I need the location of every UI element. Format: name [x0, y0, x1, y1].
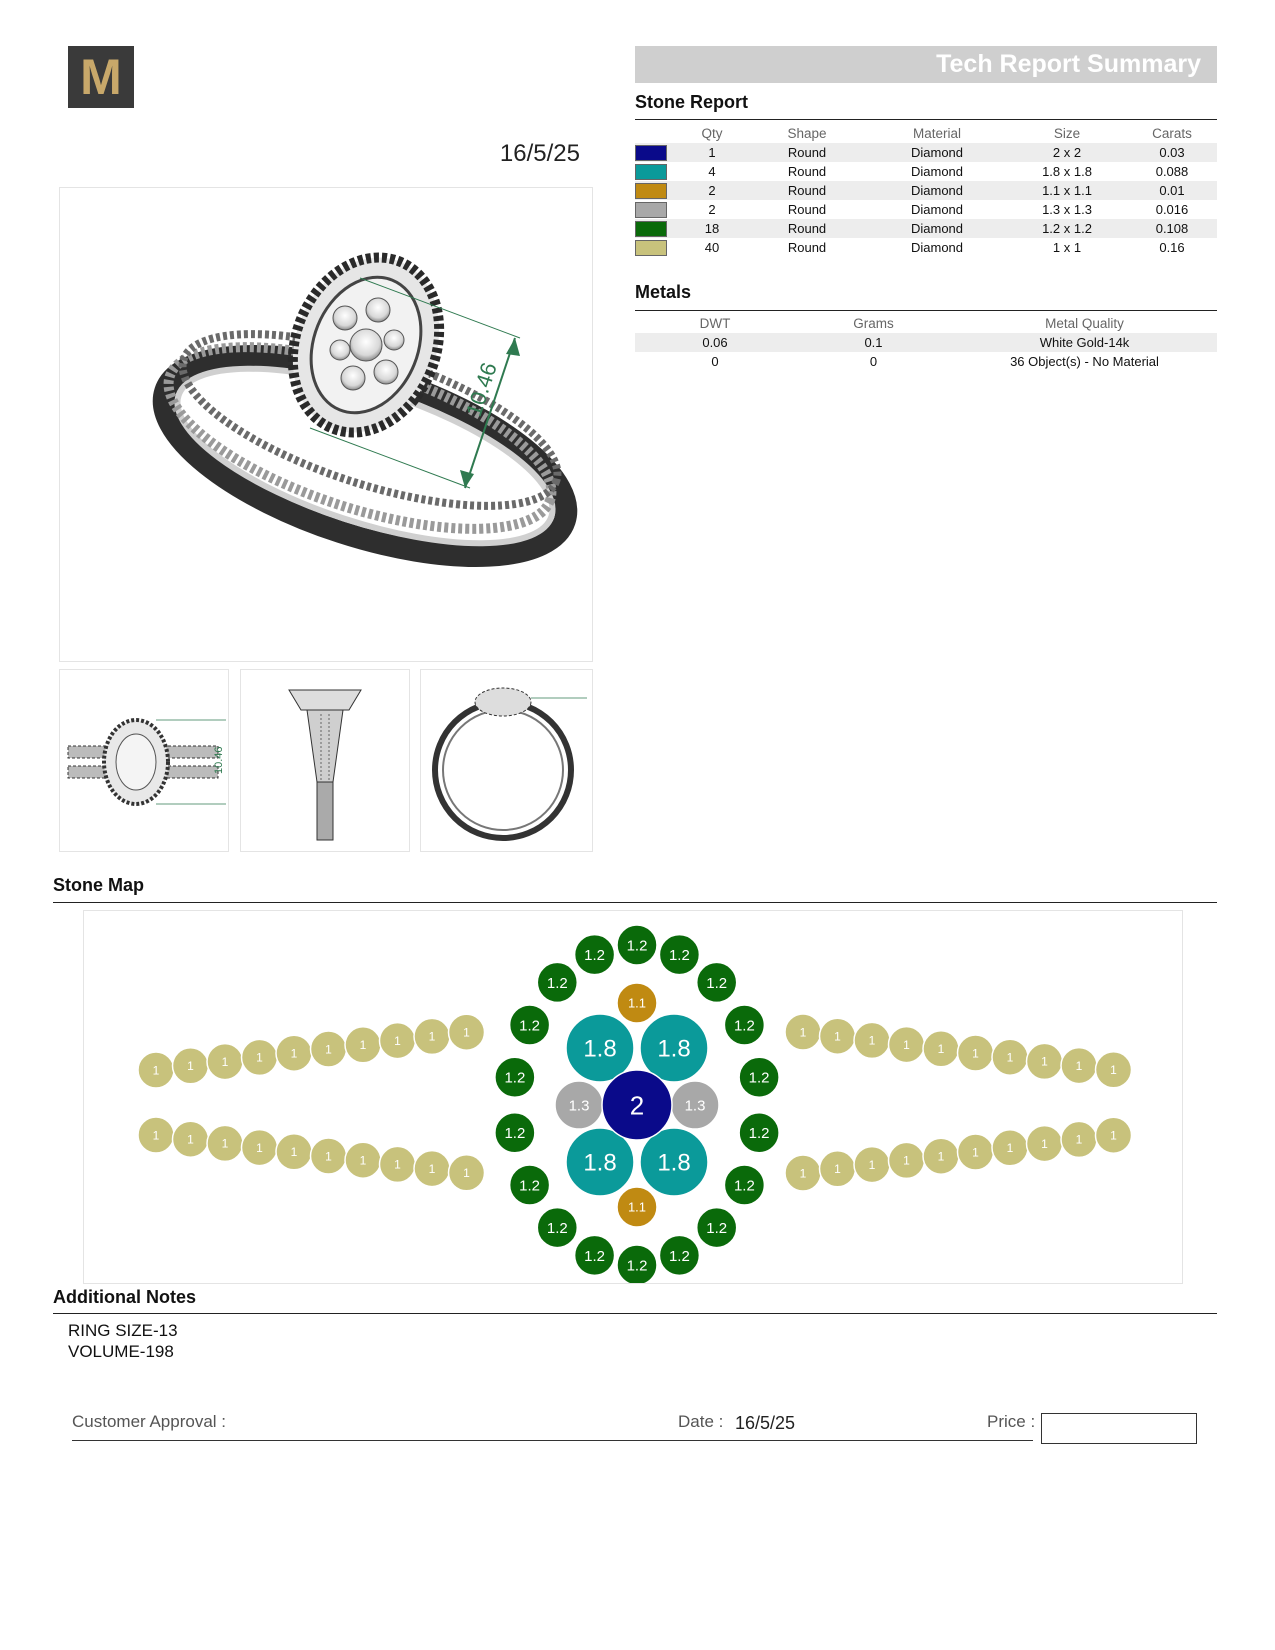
stone-band	[854, 1022, 890, 1058]
stone-side	[671, 1081, 719, 1129]
notes-body	[68, 1320, 178, 1362]
svg-text:1.8: 1.8	[583, 1035, 617, 1063]
metal-dwt-cell: 0.06	[635, 333, 795, 352]
stone-size-cell: 1.2 x 1.2	[1007, 219, 1127, 238]
stone-halo	[739, 1113, 779, 1153]
svg-text:1: 1	[221, 1054, 229, 1069]
stone-shape-cell: Round	[787, 164, 827, 179]
stone-qty-cell: 2	[708, 202, 716, 217]
svg-text:1: 1	[359, 1153, 367, 1168]
stone-shape-cell: Round	[747, 181, 867, 200]
stone-row	[635, 200, 1217, 219]
stone-band	[449, 1014, 485, 1050]
metal-row	[635, 352, 1217, 371]
svg-text:1: 1	[394, 1033, 401, 1048]
col-dwt: DWT	[699, 315, 731, 331]
stone-carats-cell: 0.108	[1127, 219, 1217, 238]
svg-text:1: 1	[221, 1136, 229, 1151]
metal-grams-cell: 0	[869, 354, 878, 369]
svg-text:1.2: 1.2	[546, 1219, 568, 1237]
stone-band	[785, 1155, 821, 1191]
svg-text:1: 1	[359, 1038, 367, 1053]
stone-size-cell: 2 x 2	[1007, 143, 1127, 162]
stone-color-swatch	[635, 183, 667, 199]
col-metal-quality: Metal Quality	[1045, 315, 1124, 331]
svg-text:1: 1	[937, 1149, 945, 1164]
svg-text:1: 1	[256, 1140, 263, 1155]
svg-text:1.2: 1.2	[584, 1247, 606, 1265]
dimension-label: 10.46	[460, 359, 502, 420]
svg-text:1: 1	[799, 1025, 807, 1040]
ring-render-main	[59, 187, 593, 662]
thumb-front-view	[420, 669, 593, 852]
stone-band	[242, 1130, 278, 1166]
svg-text:1: 1	[868, 1157, 876, 1172]
stone-halo	[510, 1165, 550, 1205]
stone-size-cell: 1.3 x 1.3	[1042, 202, 1092, 217]
stone-halo	[724, 1005, 764, 1045]
stone-map-title: Stone Map	[53, 875, 145, 895]
svg-text:1.2: 1.2	[733, 1177, 755, 1195]
stone-band	[820, 1018, 856, 1054]
stone-color-swatch-cell	[635, 181, 677, 200]
svg-text:1.8: 1.8	[583, 1149, 617, 1177]
metals-header-row	[635, 313, 1217, 333]
col-shape: Shape	[787, 125, 827, 141]
stone-size-cell: 1 x 1	[1052, 240, 1082, 255]
svg-text:1: 1	[799, 1166, 807, 1181]
stone-shape-cell: Round	[747, 219, 867, 238]
metal-dwt-cell: 0	[711, 354, 719, 369]
svg-text:1: 1	[1006, 1050, 1014, 1065]
customer-approval-label: Customer Approval :	[72, 1412, 227, 1431]
stone-halo	[724, 1165, 764, 1205]
stone-color-swatch	[635, 221, 667, 237]
stone-halo	[739, 1057, 779, 1097]
stone-qty-cell: 18	[677, 219, 747, 238]
svg-text:1: 1	[463, 1025, 470, 1040]
svg-text:1: 1	[394, 1157, 401, 1172]
stone-band	[380, 1146, 416, 1182]
stone-band	[138, 1052, 174, 1088]
stone-map-rule	[53, 902, 1217, 903]
svg-text:1: 1	[428, 1161, 436, 1176]
stone-color-swatch	[635, 164, 667, 180]
stone-band	[992, 1130, 1028, 1166]
ring-side-view-image	[241, 670, 409, 851]
stone-report-table	[635, 123, 1217, 257]
stone-band	[923, 1138, 959, 1174]
metal-row	[635, 333, 1217, 352]
stone-band	[242, 1039, 278, 1075]
stone-band	[173, 1121, 209, 1157]
stone-band	[820, 1151, 856, 1187]
stone-material-cell: Diamond	[910, 164, 964, 179]
ring-front-view-image	[421, 670, 592, 851]
stone-material-cell: Diamond	[910, 202, 964, 217]
stone-row	[635, 219, 1217, 238]
svg-text:1: 1	[903, 1037, 910, 1052]
svg-text:1.2: 1.2	[519, 1017, 541, 1035]
thumb-dimension-label: 10.46	[213, 746, 225, 774]
stone-halo	[617, 1245, 657, 1283]
svg-text:1.2: 1.2	[504, 1125, 526, 1143]
stone-color-swatch-cell	[635, 238, 677, 257]
svg-text:1.2: 1.2	[626, 1257, 648, 1275]
stone-band	[889, 1142, 925, 1178]
notes-rule	[53, 1313, 1217, 1314]
svg-text:1: 1	[325, 1149, 332, 1164]
col-size: Size	[1053, 125, 1081, 141]
svg-text:1.8: 1.8	[657, 1149, 691, 1177]
stone-size-cell: 1.8 x 1.8	[1042, 164, 1092, 179]
svg-text:1.3: 1.3	[568, 1097, 590, 1115]
stone-halo	[697, 1208, 737, 1248]
stone-halo	[617, 925, 657, 965]
stone-material-cell: Diamond	[867, 181, 1007, 200]
stone-halo	[697, 962, 737, 1002]
note-line: RING SIZE-13	[68, 1321, 178, 1340]
svg-text:2: 2	[629, 1090, 645, 1121]
svg-text:1.2: 1.2	[668, 1247, 690, 1265]
stone-side	[555, 1081, 603, 1129]
approval-date-label: Date :	[678, 1412, 724, 1431]
stone-band	[345, 1027, 381, 1063]
price-label: Price :	[987, 1412, 1036, 1431]
m-monogram-logo: M	[80, 49, 122, 105]
svg-text:1.2: 1.2	[748, 1069, 770, 1087]
note-line: VOLUME-198	[68, 1342, 174, 1361]
stone-band	[785, 1014, 821, 1050]
stone-halo	[510, 1005, 550, 1045]
stone-shape-cell: Round	[787, 202, 827, 217]
col-material: Material	[912, 125, 961, 141]
stone-size-cell: 1.1 x 1.1	[1007, 181, 1127, 200]
stone-map-panel	[83, 910, 1183, 1284]
stone-qty-cell: 40	[704, 240, 720, 255]
stone-band	[414, 1018, 450, 1054]
stone-row	[635, 162, 1217, 181]
svg-text:1: 1	[1006, 1141, 1014, 1156]
stone-halo	[575, 1235, 615, 1275]
stone-qty-cell: 1	[677, 143, 747, 162]
stone-color-swatch	[635, 145, 667, 161]
col-qty: Qty	[701, 125, 723, 141]
svg-text:1: 1	[834, 1162, 841, 1177]
stone-carats-cell: 0.088	[1155, 164, 1189, 179]
stone-band	[1061, 1121, 1097, 1157]
svg-text:1.2: 1.2	[504, 1069, 526, 1087]
report-date: 16/5/25	[499, 140, 580, 167]
company-logo	[68, 46, 134, 108]
svg-text:1: 1	[463, 1166, 470, 1181]
stone-report-rule	[635, 119, 1217, 120]
stone-band	[138, 1117, 174, 1153]
stone-halo	[659, 1235, 699, 1275]
stone-color-swatch-cell	[635, 200, 677, 219]
col-grams: Grams	[853, 315, 894, 331]
stone-band	[276, 1134, 312, 1170]
stone-material-cell: Diamond	[867, 143, 1007, 162]
svg-text:1: 1	[834, 1029, 841, 1044]
stone-center	[602, 1070, 672, 1140]
stone-qty-cell: 2	[677, 181, 747, 200]
stone-band	[854, 1147, 890, 1183]
stone-halo	[659, 935, 699, 975]
stone-shape-cell: Round	[787, 240, 827, 255]
stone-halo	[537, 962, 577, 1002]
approval-date-value: 16/5/25	[735, 1413, 796, 1433]
stone-band	[889, 1027, 925, 1063]
metal-quality-cell: 36 Object(s) - No Material	[1010, 354, 1159, 369]
svg-text:1.8: 1.8	[657, 1035, 691, 1063]
svg-text:1.1: 1.1	[627, 995, 647, 1011]
svg-text:1: 1	[290, 1145, 298, 1160]
ring-perspective-image	[60, 188, 592, 661]
stone-band	[1061, 1048, 1097, 1084]
svg-text:1: 1	[152, 1128, 160, 1143]
approval-rule	[72, 1440, 1033, 1441]
metals-rule	[635, 310, 1217, 311]
stone-band	[207, 1044, 243, 1080]
stone-material-cell: Diamond	[867, 219, 1007, 238]
stone-band	[1027, 1043, 1063, 1079]
stone-accent	[617, 983, 657, 1023]
svg-text:1: 1	[428, 1029, 436, 1044]
stone-band	[311, 1031, 347, 1067]
stone-row	[635, 181, 1217, 200]
metal-grams-cell: 0.1	[795, 333, 952, 352]
metal-quality-cell: White Gold-14k	[952, 333, 1217, 352]
price-field[interactable]	[1041, 1413, 1197, 1444]
svg-text:1.2: 1.2	[584, 947, 606, 965]
stone-report-header-row	[635, 123, 1217, 143]
svg-text:1: 1	[187, 1059, 194, 1074]
svg-text:1: 1	[972, 1145, 979, 1160]
report-header	[635, 46, 1217, 83]
svg-text:1.3: 1.3	[684, 1097, 706, 1115]
svg-text:1.2: 1.2	[519, 1177, 541, 1195]
stone-color-swatch-cell	[635, 143, 677, 162]
svg-text:1: 1	[187, 1132, 194, 1147]
stone-color-swatch-cell	[635, 219, 677, 238]
stone-carats-cell: 0.01	[1127, 181, 1217, 200]
stone-halo	[537, 1208, 577, 1248]
stone-band	[923, 1031, 959, 1067]
svg-text:1: 1	[1075, 1132, 1083, 1147]
svg-text:1: 1	[152, 1063, 160, 1078]
svg-text:1.2: 1.2	[546, 974, 568, 992]
stone-carats-cell: 0.016	[1155, 202, 1189, 217]
svg-text:1: 1	[937, 1042, 945, 1057]
stone-band	[207, 1125, 243, 1161]
svg-text:1: 1	[290, 1046, 298, 1061]
svg-text:1: 1	[1041, 1136, 1048, 1151]
stone-carats-cell: 0.16	[1159, 240, 1185, 255]
stone-qty-cell: 4	[708, 164, 716, 179]
stone-band	[992, 1039, 1028, 1075]
svg-text:1.2: 1.2	[733, 1017, 755, 1035]
stone-band	[958, 1035, 994, 1071]
stone-material-cell: Diamond	[910, 240, 964, 255]
svg-text:1.2: 1.2	[706, 1219, 728, 1237]
stone-band	[1096, 1117, 1132, 1153]
stone-color-swatch-cell	[635, 162, 677, 181]
notes-title: Additional Notes	[53, 1287, 196, 1307]
metals-table	[635, 313, 1217, 371]
svg-text:1.2: 1.2	[706, 974, 728, 992]
metals-title: Metals	[635, 282, 692, 302]
stone-band	[958, 1134, 994, 1170]
swatch-header	[635, 123, 677, 143]
stone-band	[173, 1048, 209, 1084]
svg-text:1: 1	[256, 1050, 263, 1065]
stone-row	[635, 238, 1217, 257]
stone-accent	[617, 1187, 657, 1227]
svg-text:1.2: 1.2	[748, 1125, 770, 1143]
svg-text:1: 1	[1110, 1128, 1117, 1143]
svg-text:1.2: 1.2	[626, 937, 648, 955]
stone-band	[1027, 1126, 1063, 1162]
stone-row	[635, 143, 1217, 162]
stone-shape-cell: Round	[747, 143, 867, 162]
stone-halo	[495, 1057, 535, 1097]
stone-map-diagram	[84, 911, 1182, 1283]
ring-top-view-image	[60, 670, 228, 851]
stone-band	[414, 1151, 450, 1187]
report-title: Tech Report Summary	[936, 50, 1201, 78]
stone-band	[1096, 1052, 1132, 1088]
stone-report-title: Stone Report	[635, 92, 749, 112]
stone-band	[380, 1023, 416, 1059]
thumb-top-view	[59, 669, 229, 852]
stone-band	[449, 1155, 485, 1191]
stone-band	[311, 1138, 347, 1174]
stone-halo	[495, 1113, 535, 1153]
svg-text:1: 1	[1041, 1054, 1048, 1069]
stone-halo	[575, 935, 615, 975]
svg-text:1: 1	[903, 1153, 910, 1168]
stone-carats-cell: 0.03	[1127, 143, 1217, 162]
stone-color-swatch	[635, 202, 667, 218]
svg-text:1.2: 1.2	[668, 947, 690, 965]
thumb-side-view	[240, 669, 410, 852]
svg-text:1: 1	[868, 1033, 876, 1048]
stone-color-swatch	[635, 240, 667, 256]
svg-text:1: 1	[972, 1046, 979, 1061]
svg-text:1.1: 1.1	[627, 1199, 647, 1215]
svg-text:1: 1	[1075, 1058, 1083, 1073]
stone-band	[345, 1142, 381, 1178]
svg-text:1: 1	[1110, 1063, 1117, 1078]
svg-text:1: 1	[325, 1042, 332, 1057]
col-carats: Carats	[1152, 125, 1192, 141]
stone-band	[276, 1035, 312, 1071]
